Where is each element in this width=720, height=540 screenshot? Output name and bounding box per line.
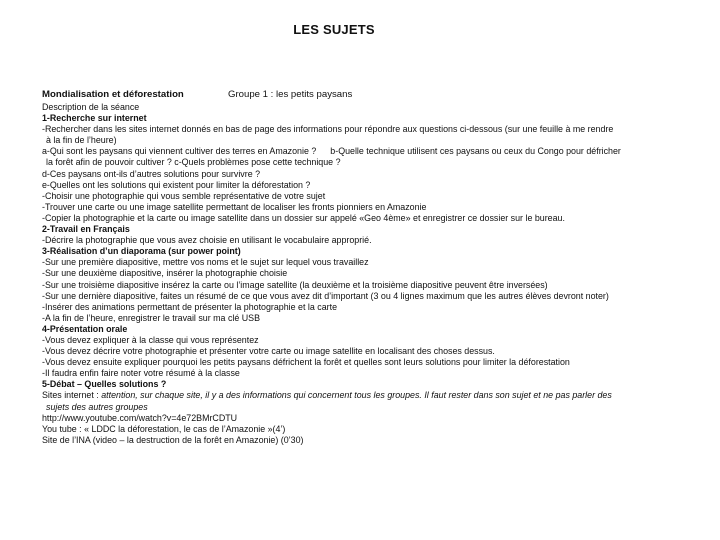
section-heading-oral: 4-Présentation orale [42,323,128,334]
sites-label: Sites internet : [42,390,99,401]
question-e: e-Quelles ont les solutions qui existent pour limiter la déforestation ? [42,179,311,190]
slide-instruction-animations: -Insérer des animations permettant de présenter la photographie et la carte [42,301,338,312]
oral-instruction-1: -Vous devez expliquer à la classe qui vous représentez [42,334,259,345]
youtube-link[interactable]: http://www.youtube.com/watch?v=4e72BMrCDTU [42,412,238,423]
topic-title: Mondialisation et déforestation [42,89,184,100]
sites-note [42,390,702,401]
instruction-copy: -Copier la photographie et la carte ou image satellite dans un dossier sur appelé «Geo 4ème» et enregistrer ce dossier sur le bureau. [42,212,565,223]
subject-header [42,89,682,101]
slide-instruction-last: -Sur une dernière diapositive, faites un résumé de ce que vous avez dit d’important (3 ou 4 lignes maximum que les autres élèves devront noter) [42,290,609,301]
youtube-url-row [42,413,702,424]
description-heading: Description de la séance [42,102,140,112]
oral-instruction-2: -Vous devez décrire votre photographie et présenter votre carte ou image satellite en localisant des choses dessus. [42,346,495,357]
questions-row-ab [42,146,702,157]
oral-instruction-3: -Vous devez ensuite expliquer pourquoi les petits paysans défrichent la forêt et quelles sont leurs solutions pour limiter la déforestation [42,357,570,368]
slide-instruction-2: -Sur une deuxième diapositive, insérer la photographie choisie [42,268,288,279]
oral-instruction-4: -Il faudra enfin faire noter votre résumé à la classe [42,368,240,379]
question-a: a-Qui sont les paysans qui viennent cultiver des terres en Amazonie ? [42,146,317,157]
question-b-cont: la forêt afin de pouvoir cultiver ? c-Quels problèmes pose cette technique ? [46,157,341,168]
question-b: b-Quelle technique utilisent ces paysans ou ceux du Congo pour défricher [330,146,621,157]
sites-warning: attention, sur chaque site, il y a des informations qui concernent tous les groupes. Il faut rester dans son sujet et ne pas parler des [101,390,612,401]
youtube-video-title: You tube : « LDDC la déforestation, le cas de l’Amazonie »(4’) [42,423,286,434]
research-instruction-cont: à la fin de l’heure) [46,135,117,146]
section-heading-slideshow: 3-Réalisation d’un diaporama (sur power point) [42,246,241,257]
page-title: LES SUJETS [293,22,375,37]
sites-warning-cont: sujets des autres groupes [46,401,148,412]
instruction-map: -Trouver une carte ou une image satellite permettant de localiser les fronts pionniers en Amazonie [42,201,427,212]
group-title: Groupe 1 : les petits paysans [228,89,353,100]
slide-instruction-save: -A la fin de l’heure, enregistrer le travail sur ma clé USB [42,312,261,323]
section-heading-debate: 5-Débat – Quelles solutions ? [42,379,167,390]
session-description [42,102,702,446]
instruction-describe-photo: -Décrire la photographie que vous avez choisie en utilisant le vocabulaire approprié. [42,235,372,246]
slide-instruction-3: -Sur une troisième diapositive insérez la carte ou l’image satellite (la deuxième et la troisième diapositive peuvent être inversées) [42,279,548,290]
ina-site-reference: Site de l’INA (video – la destruction de la forêt en Amazonie) (0’30) [42,434,304,445]
research-instruction: -Rechercher dans les sites internet donnés en bas de page des informations pour répondre aux questions ci-dessous (sur une feuille à me rendre [42,124,614,135]
question-d: d-Ces paysans ont-ils d’autres solutions pour survivre ? [42,168,261,179]
section-heading-french: 2-Travail en Français [42,224,130,235]
slide-instruction-1: -Sur une première diapositive, mettre vos noms et le sujet sur lequel vous travaillez [42,257,369,268]
instruction-photo: -Choisir une photographie qui vous semble représentative de votre sujet [42,190,326,201]
section-heading-research: 1-Recherche sur internet [42,113,147,124]
